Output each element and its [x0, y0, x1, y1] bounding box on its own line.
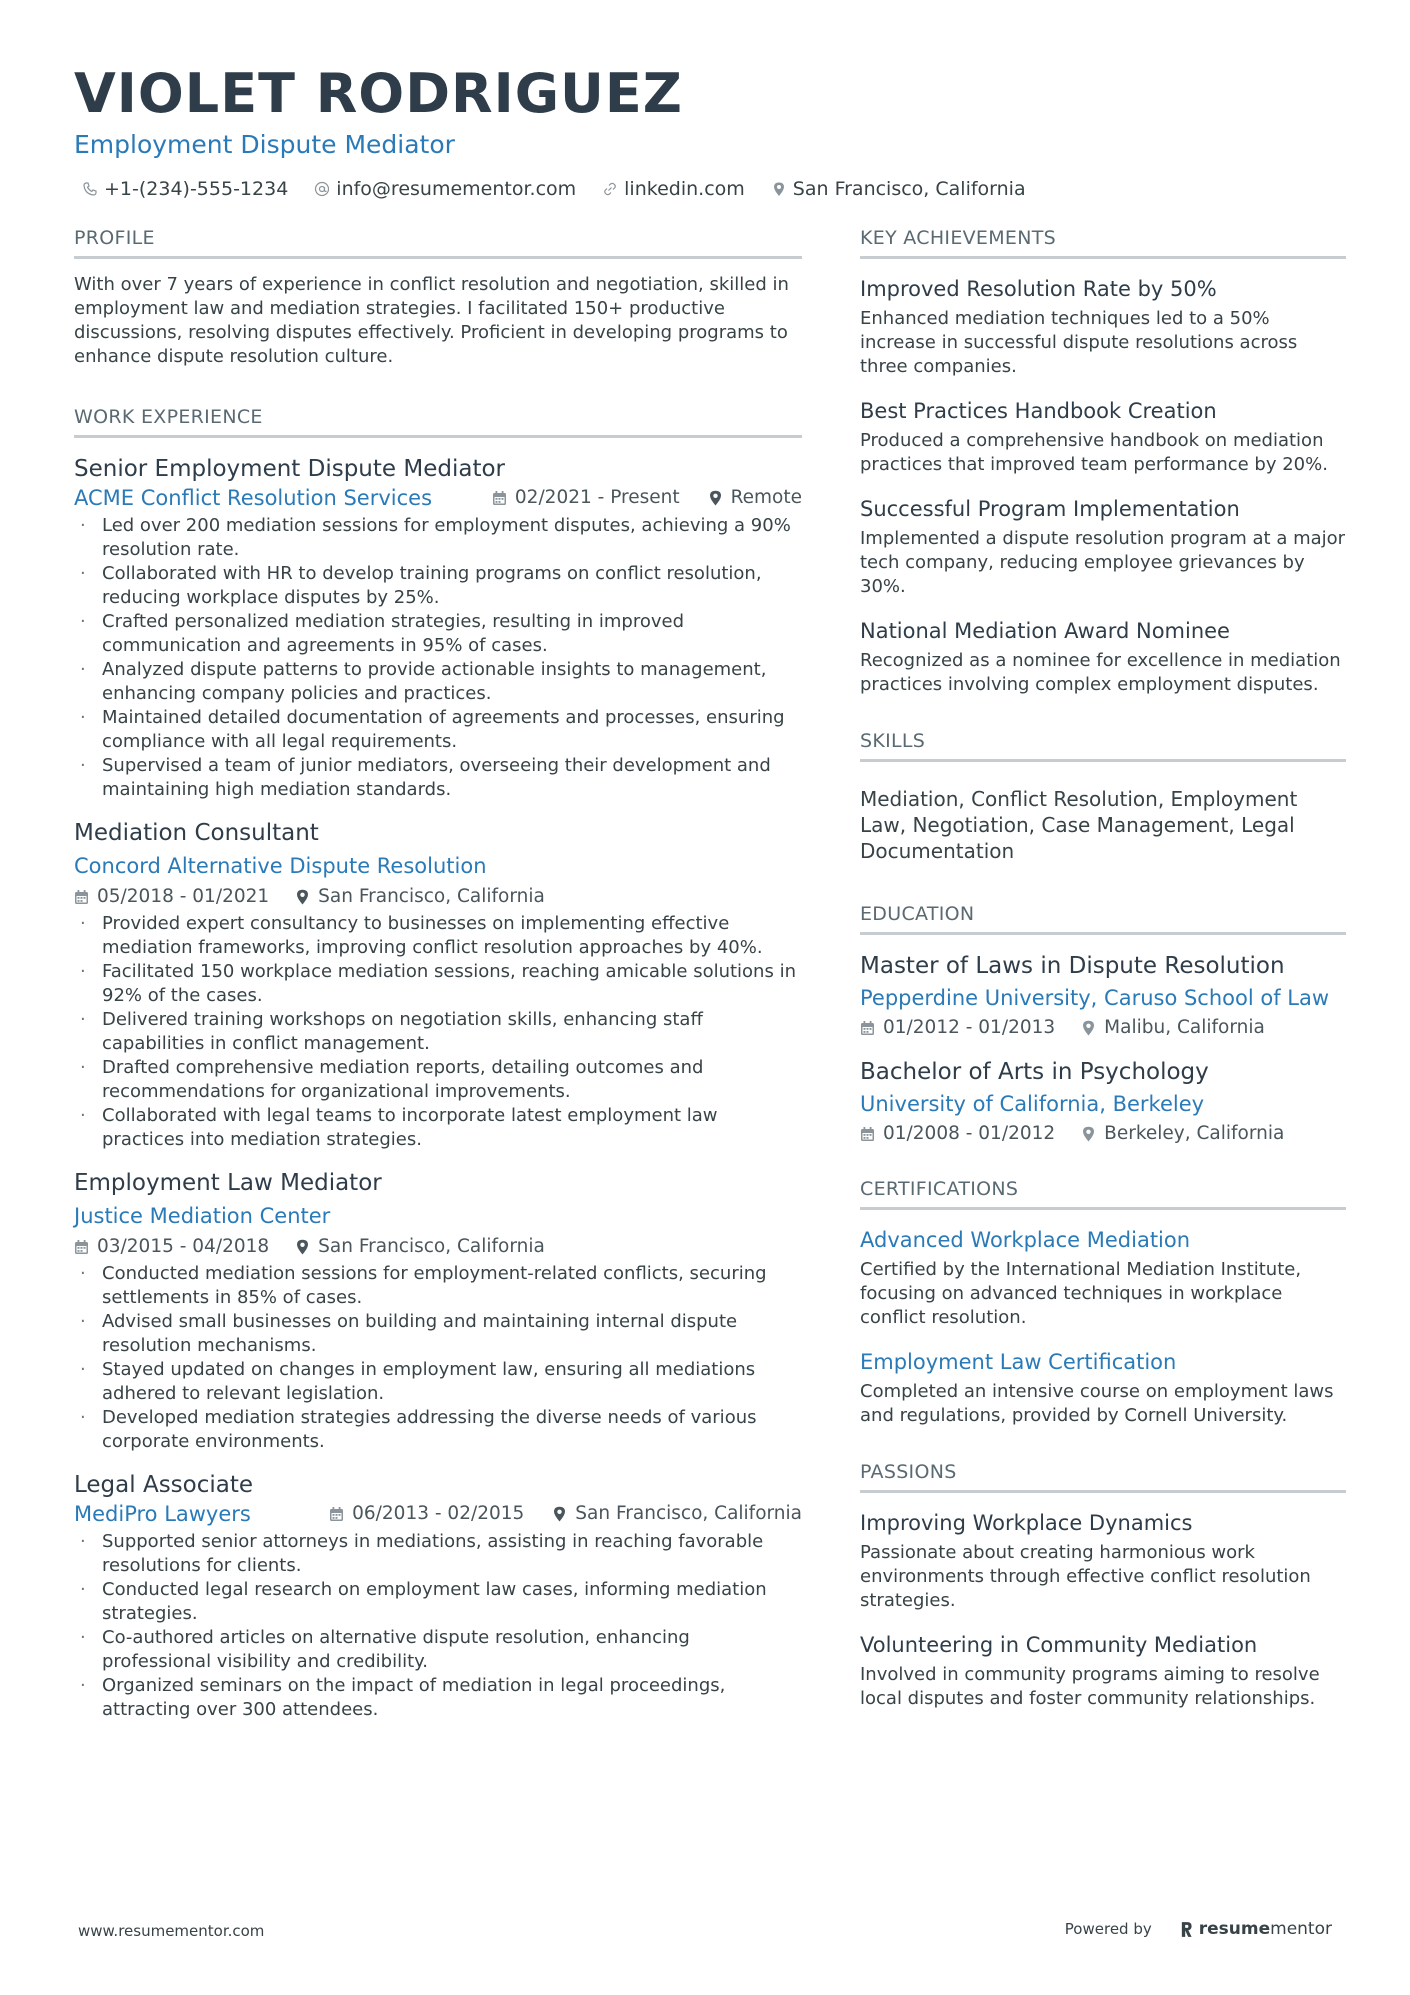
list-item: · Collaborated with HR to develop training programs on conflict resolution, reducing workplace disputes by 25%.	[74, 562, 802, 610]
list-item: · Organized seminars on the impact of mediation in legal proceedings, attracting over 300 attendees.	[74, 1674, 802, 1722]
achievement-title: Improved Resolution Rate by 50%	[860, 277, 1217, 301]
education-section	[860, 902, 1346, 1147]
skills-section	[860, 729, 1346, 864]
location-pin-icon	[295, 1239, 310, 1255]
calendar-icon	[860, 1126, 875, 1142]
certification-title: Advanced Workplace Mediation	[860, 1228, 1191, 1252]
job-location	[295, 1234, 545, 1260]
passion-title: Volunteering in Community Mediation	[860, 1633, 1258, 1657]
skills-text: Mediation, Conflict Resolution, Employment Law, Negotiation, Case Management, Legal Documentation	[860, 787, 1298, 863]
resumementor-logo-icon	[1180, 1921, 1193, 1938]
location-pin-icon	[708, 490, 723, 506]
achievement-item	[860, 617, 1346, 697]
list-item: · Maintained detailed documentation of agreements and processes, ensuring compliance with all legal requirements.	[74, 706, 802, 754]
job-entry	[74, 454, 802, 802]
job-meta	[74, 884, 802, 910]
achievement-desc: Produced a comprehensive handbook on mediation practices that improved team performance by 20%.	[860, 430, 1328, 475]
achievement-desc: Enhanced mediation techniques led to a 50% increase in successful dispute resolutions across three companies.	[860, 308, 1298, 377]
list-item: · Advised small businesses on building and maintaining internal dispute resolution mechanisms.	[74, 1310, 802, 1358]
passion-desc: Involved in community programs aiming to resolve local disputes and foster community relationships.	[860, 1664, 1320, 1709]
job-entry	[74, 1168, 802, 1454]
job-location	[708, 485, 802, 511]
email-text: info@resumementor.com	[336, 178, 577, 200]
job-meta	[492, 485, 802, 511]
education-item	[860, 951, 1346, 1041]
job-entry	[74, 1470, 802, 1722]
edu-dates	[860, 1015, 1055, 1041]
edu-dates-text: 01/2008 - 01/2012	[883, 1123, 1056, 1144]
achievement-desc: Recognized as a nominee for excellence in mediation practices involving complex employment disputes.	[860, 650, 1341, 695]
section-title-achievements: KEY ACHIEVEMENTS	[860, 226, 1346, 259]
job-title: Senior Employment Dispute Mediator	[74, 456, 505, 482]
job-dates-text: 03/2015 - 04/2018	[97, 1236, 270, 1257]
list-item: · Facilitated 150 workplace mediation sessions, reaching amicable solutions in 92% of the cases.	[74, 960, 802, 1008]
calendar-icon	[329, 1506, 344, 1522]
location-pin-icon	[295, 889, 310, 905]
job-header-row	[74, 1500, 802, 1528]
brand-logo[interactable]	[1180, 1919, 1332, 1939]
job-location-text: San Francisco, California	[575, 1503, 802, 1524]
resume-header	[74, 62, 1344, 200]
job-location-text: Remote	[730, 487, 802, 508]
list-item: · Collaborated with legal teams to incorporate latest employment law practices into mediation strategies.	[74, 1104, 802, 1152]
list-item: · Conducted legal research on employment law cases, informing mediation strategies.	[74, 1578, 802, 1626]
edu-location	[1081, 1015, 1265, 1041]
job-dates-text: 06/2013 - 02/2015	[352, 1503, 525, 1524]
location-pin-icon	[1081, 1126, 1096, 1142]
job-dates-text: 05/2018 - 01/2021	[97, 886, 270, 907]
passion-desc: Passionate about creating harmonious work environments through effective conflict resolution strategies.	[860, 1542, 1311, 1611]
section-title-skills: SKILLS	[860, 729, 1346, 762]
experience-section	[74, 405, 802, 1722]
list-item: · Conducted mediation sessions for employment-related conflicts, securing settlements in 85% of cases.	[74, 1262, 802, 1310]
achievement-desc: Implemented a dispute resolution program at a major tech company, reducing employee grievances by 30%.	[860, 528, 1346, 597]
list-item: · Supervised a team of junior mediators, overseeing their development and maintaining high mediation standards.	[74, 754, 802, 802]
job-dates	[74, 1234, 269, 1260]
list-item: · Co-authored articles on alternative dispute resolution, enhancing professional visibility and credibility.	[74, 1626, 802, 1674]
edu-dates-text: 01/2012 - 01/2013	[883, 1017, 1056, 1038]
job-dates	[329, 1501, 524, 1527]
job-bullets	[74, 514, 802, 802]
edu-degree: Bachelor of Arts in Psychology	[860, 1059, 1209, 1085]
job-company: MediPro Lawyers	[74, 1502, 251, 1526]
job-location-text: San Francisco, California	[318, 1236, 545, 1257]
calendar-icon	[492, 490, 507, 506]
certification-desc: Completed an intensive course on employment laws and regulations, provided by Cornell University.	[860, 1381, 1334, 1426]
achievement-title: National Mediation Award Nominee	[860, 619, 1230, 643]
passion-item	[860, 1631, 1346, 1711]
job-bullets	[74, 1262, 802, 1454]
edu-school: Pepperdine University, Caruso School of Law	[860, 986, 1330, 1010]
edu-degree: Master of Laws in Dispute Resolution	[860, 953, 1285, 979]
passions-section	[860, 1460, 1346, 1711]
contact-bar	[74, 178, 1344, 200]
achievement-item	[860, 275, 1346, 379]
list-item: · Supported senior attorneys in mediations, assisting in reaching favorable resolutions for clients.	[74, 1530, 802, 1578]
job-dates-text: 02/2021 - Present	[514, 487, 680, 508]
phone-text: +1-(234)-555-1234	[104, 178, 289, 200]
section-title-passions: PASSIONS	[860, 1460, 1346, 1493]
profile-section	[74, 226, 802, 369]
left-column	[74, 226, 802, 1738]
passion-item	[860, 1509, 1346, 1613]
location-pin-icon	[771, 181, 787, 197]
certification-title: Employment Law Certification	[860, 1350, 1177, 1374]
edu-location	[1081, 1121, 1284, 1147]
list-item: · Developed mediation strategies addressing the diverse needs of various corporate environments.	[74, 1406, 802, 1454]
list-item: · Crafted personalized mediation strategies, resulting in improved communication and agreements in 95% of cases.	[74, 610, 802, 658]
achievements-section	[860, 226, 1346, 697]
calendar-icon	[860, 1020, 875, 1036]
certifications-section	[860, 1177, 1346, 1428]
edu-dates	[860, 1121, 1055, 1147]
location-text: San Francisco, California	[792, 178, 1026, 200]
contact-phone[interactable]	[82, 178, 288, 200]
job-header-row	[74, 484, 802, 512]
calendar-icon	[74, 889, 89, 905]
footer-website[interactable]: www.resumementor.com	[78, 1922, 265, 1940]
contact-linkedin[interactable]	[602, 178, 745, 200]
job-location	[295, 884, 545, 910]
certification-item	[860, 1226, 1346, 1330]
edu-meta	[860, 1121, 1346, 1147]
section-title-education: EDUCATION	[860, 902, 1346, 935]
edu-location-text: Berkeley, California	[1104, 1123, 1285, 1144]
brand-text-light: mentor	[1270, 1919, 1332, 1939]
job-location-text: San Francisco, California	[318, 886, 545, 907]
brand-text-bold: resume	[1198, 1919, 1271, 1939]
job-bullets	[74, 912, 802, 1152]
education-item	[860, 1057, 1346, 1147]
link-icon	[602, 181, 618, 197]
at-icon	[314, 181, 330, 197]
candidate-name: VIOLET RODRIGUEZ	[74, 62, 683, 125]
job-meta	[74, 1234, 802, 1260]
section-title-experience: WORK EXPERIENCE	[74, 405, 802, 438]
job-company: ACME Conflict Resolution Services	[74, 486, 433, 510]
passion-title: Improving Workplace Dynamics	[860, 1511, 1193, 1535]
job-meta	[329, 1501, 802, 1527]
list-item: · Stayed updated on changes in employment law, ensuring all mediations adhered to relevant legislation.	[74, 1358, 802, 1406]
location-pin-icon	[1081, 1020, 1096, 1036]
edu-school: University of California, Berkeley	[860, 1092, 1205, 1116]
right-column	[860, 226, 1346, 1711]
section-title-profile: PROFILE	[74, 226, 802, 259]
achievement-title: Successful Program Implementation	[860, 497, 1240, 521]
contact-email[interactable]	[314, 178, 576, 200]
list-item: · Analyzed dispute patterns to provide actionable insights to management, enhancing company policies and practices.	[74, 658, 802, 706]
achievement-title: Best Practices Handbook Creation	[860, 399, 1217, 423]
certification-item	[860, 1348, 1346, 1428]
certification-desc: Certified by the International Mediation Institute, focusing on advanced techniques in workplace conflict resolution.	[860, 1259, 1302, 1328]
phone-icon	[82, 181, 98, 197]
job-bullets	[74, 1530, 802, 1722]
achievement-item	[860, 397, 1346, 477]
job-entry	[74, 818, 802, 1152]
contact-location	[771, 178, 1026, 200]
job-title: Mediation Consultant	[74, 820, 319, 846]
linkedin-text: linkedin.com	[624, 178, 745, 200]
edu-location-text: Malibu, California	[1104, 1017, 1265, 1038]
job-company: Justice Mediation Center	[74, 1204, 331, 1228]
list-item: · Drafted comprehensive mediation reports, detailing outcomes and recommendations for organizational improvements.	[74, 1056, 802, 1104]
powered-by-label: Powered by	[1064, 1920, 1152, 1938]
footer-powered	[1065, 1919, 1332, 1939]
job-dates	[74, 884, 269, 910]
calendar-icon	[74, 1239, 89, 1255]
candidate-role: Employment Dispute Mediator	[74, 130, 455, 159]
edu-meta	[860, 1015, 1346, 1041]
list-item: · Delivered training workshops on negotiation skills, enhancing staff capabilities in conflict management.	[74, 1008, 802, 1056]
job-location	[552, 1501, 802, 1527]
job-title: Employment Law Mediator	[74, 1170, 382, 1196]
location-pin-icon	[552, 1506, 567, 1522]
job-dates	[492, 485, 680, 511]
list-item: · Provided expert consultancy to businesses on implementing effective mediation frameworks, improving conflict resolution approaches by 40%.	[74, 912, 802, 960]
achievement-item	[860, 495, 1346, 599]
section-title-certifications: CERTIFICATIONS	[860, 1177, 1346, 1210]
list-item: · Led over 200 mediation sessions for employment disputes, achieving a 90% resolution rate.	[74, 514, 802, 562]
job-company: Concord Alternative Dispute Resolution	[74, 854, 487, 878]
job-title: Legal Associate	[74, 1472, 254, 1498]
profile-text: With over 7 years of experience in conflict resolution and negotiation, skilled in employment law and mediation strategies. I facilitated 150+ productive discussions, resolving disputes effectively. Proficient in developing programs to enhance dispute resolution culture.	[74, 274, 789, 367]
